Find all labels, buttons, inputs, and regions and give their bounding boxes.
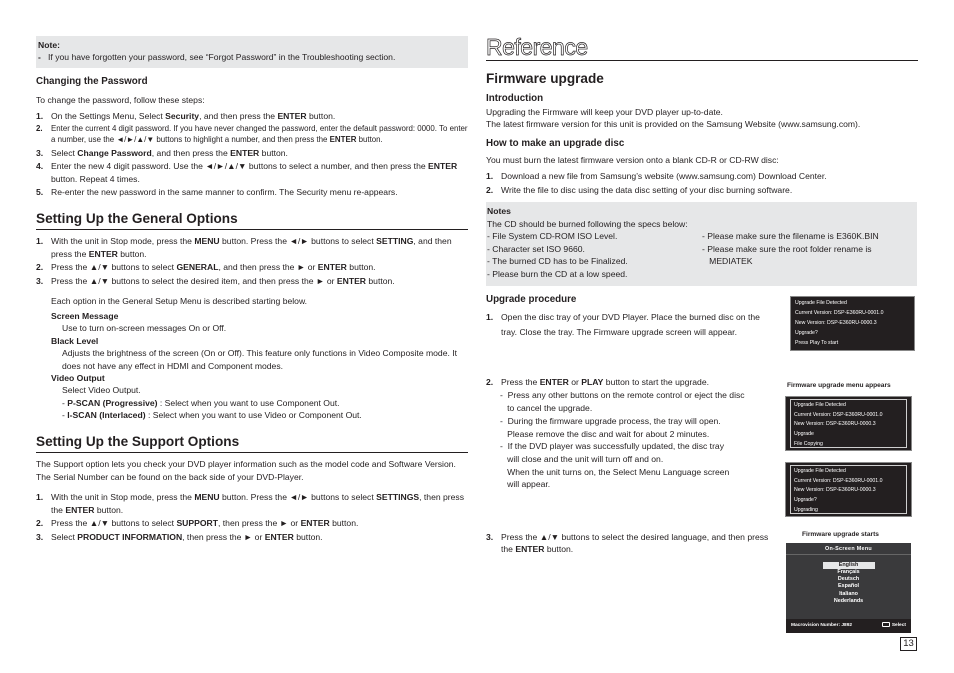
macrovision-number: Macrovision Number: J892 [791,622,853,628]
list-item: 3. Select Change Password, and then press the ENTER button. [36,147,288,158]
general-options-heading: Setting Up the General Options [36,209,468,231]
list-item: 1. On the Settings Menu, Select Security, and then press the ENTER button. [36,110,336,121]
list-item: 5. Re-enter the new password in the same manner to confirm. The Security menu re-appears. [36,187,398,198]
list-item: 2. Enter the current 4 digit password. If you have never changed the password, enter the default password: 0000. To enter a number, use the ◄/►/▲/▼ buttons to highlight a number, and then press the ENTER button. [36,124,468,145]
pscan-option: - P-SCAN (Progressive) : Select when you want to use Component Out. [62,397,340,408]
enter-key-icon [882,622,890,627]
upgrade-screen-upgrading [785,462,912,517]
list-item: - Please make sure the filename is E360K.BIN [702,231,879,242]
list-item: - Please make sure the root folder rename is [702,243,872,254]
note-text-line: - If you have forgotten your password, see “Forgot Password” in the Troubleshooting section. [38,52,396,63]
list-item: will appear. [500,479,551,490]
list-item: 2. Press the ENTER or PLAY button to start the upgrade. [486,377,709,387]
upgrade-procedure-step2 [486,376,776,491]
list-item: MEDIATEK [702,256,753,267]
list-item: - File System CD-ROM ISO Level. [487,231,618,242]
page-title: Reference [486,36,918,61]
video-output-text: Select Video Output. [62,385,141,396]
iscan-option: - I-SCAN (Interlaced) : Select when you want to use Video or Component Out. [62,410,362,421]
list-item: - Please burn the CD at a low speed. [487,268,628,279]
screen-line: Upgrade? [794,496,817,503]
screen-line: New Version: DSP-E360RU-0000.3 [794,421,876,428]
list-item: 1. Download a new file from Samsung’s website (www.samsung.com) Download Center. [486,171,827,182]
list-item: 2. Write the file to disc using the data disc setting of your disc burning software. [486,184,793,195]
upgrade-disc-text: You must burn the latest firmware version onto a blank CD-R or CD-RW disc: [486,155,779,166]
language-option[interactable]: Deutsch [837,576,860,583]
general-options-steps [36,235,468,287]
language-list [786,562,911,605]
language-option[interactable]: Français [837,569,860,576]
changing-password-intro: To change the password, follow these steps: [36,95,205,106]
notes-grid [487,230,915,280]
list-item: Please remove the disc and wait for about 2 minutes. [500,428,710,439]
screen-line: New Version: DSP-E360RU-0000.3 [794,487,876,494]
screen-line: Upgrade File Detected [794,468,846,474]
password-note-box [36,36,468,68]
list-item: - Character set ISO 9660. [487,243,585,254]
osd-title: On-Screen Menu [786,543,911,555]
screen-line: Upgrade File Detected [794,402,846,408]
page-number: 13 [900,637,917,651]
list-item: - During the firmware upgrade process, the tray will open. [500,415,721,426]
osd-select-hint: Select [882,622,906,630]
note-title: Note: [38,40,60,50]
language-option[interactable]: Italiano [839,590,858,597]
general-options-description: Each option in the General Setup Menu is described starting below. [51,296,308,307]
notes-title: Notes [487,206,511,217]
screen-line: New Version: DSP-E360RU-0000.3 [795,319,877,326]
screen-line: Upgrade [794,430,814,437]
list-item: will close and the unit will turn off and on. [500,454,664,465]
list-item: - If the DVD player was successfully updated, the disc tray [500,441,725,452]
language-option-selected[interactable]: English [786,562,911,569]
support-options-heading: Setting Up the Support Options [36,432,468,454]
screen-line: Current Version: DSP-E360RU-0001.0 [794,477,883,484]
screen-line: Current Version: DSP-E360RU-0001.0 [795,309,884,316]
screen-line: File Copying [794,440,823,447]
burn-notes-box [486,202,917,286]
notes-left-list [487,230,702,280]
list-item: When the unit turns on, the Select Menu Language screen [500,466,730,477]
left-column [36,36,468,544]
notes-right-list [702,230,915,280]
screen-line: Upgrading [794,506,818,513]
list-item: 3. Press the ▲/▼ buttons to select the desired language, and then press the ENTER button. [486,532,769,555]
changing-password-steps [36,110,468,199]
changing-password-heading: Changing the Password [36,75,148,87]
video-output-title: Video Output [51,372,105,383]
introduction-heading: Introduction [486,92,544,104]
support-options-intro: The Support option lets you check your DVD player information such as the model code and Software Version. The Serial Number can be found on the back side of your DVD-Player. [36,459,456,482]
black-level-title: Black Level [51,335,99,346]
list-item: 3. Select PRODUCT INFORMATION, then press the ► or ENTER button. [36,531,323,542]
list-item: 1. With the unit in Stop mode, press the MENU button. Press the ◄/► buttons to select SETTINGS, then press the ENTER button. [36,492,465,515]
notes-intro: The CD should be burned following the specs below: [487,218,688,229]
upgrade-disc-heading: How to make an upgrade disc [486,137,625,149]
list-item: 2. Press the ▲/▼ buttons to select SUPPORT, then press the ► or ENTER button. [36,518,359,529]
list-item: 4. Enter the new 4 digit password. Use the ◄/►/▲/▼ buttons to select a number, and then press the ENTER button. Repeat 4 times. [36,161,458,184]
black-level-text: Adjusts the brightness of the screen (On or Off). This feature only functions in Video Composite mode. It does not have any effect in HDMI and Component modes. [62,348,458,371]
upgrade-disc-steps [486,170,918,196]
list-item: to cancel the upgrade. [500,403,593,414]
osd-footer [786,619,911,633]
screen-line: Press Play To start [795,339,839,346]
upgrade-procedure-step3 [486,531,776,557]
upgrade-step2-sublist [486,389,776,491]
screen-line: Current Version: DSP-E360RU-0001.0 [794,411,883,418]
screen-message-title: Screen Message [51,310,119,321]
list-item: - The burned CD has to be Finalized. [487,256,628,267]
upgrade-procedure-heading: Upgrade procedure [486,294,577,306]
list-item: 1. Open the disc tray of your DVD Player. Place the burned disc on the tray. Close the tray. The Firmware upgrade screen will appear. [486,312,760,338]
upgrade-screen-copying [785,396,912,451]
list-item: 2. Press the ▲/▼ buttons to select GENERAL, and then press the ► or ENTER button. [36,262,376,273]
list-item: 3. Press the ▲/▼ buttons to select the desired item, and then press the ► or ENTER button. [36,275,395,286]
caption-menu-appears: Firmware upgrade menu appears [787,382,891,389]
upgrade-procedure-step1 [486,310,770,340]
list-item: 1. With the unit in Stop mode, press the MENU button. Press the ◄/► buttons to select SETTING, and then press the ENTER button. [36,236,452,259]
firmware-upgrade-heading: Firmware upgrade [486,71,604,86]
introduction-line-1: Upgrading the Firmware will keep your DVD player up-to-date. [486,106,723,117]
on-screen-menu-language [786,543,911,633]
introduction-line-2: The latest firmware version for this unit is provided on the Samsung Website (www.samsung.com). [486,119,861,130]
screen-line: Upgrade? [795,329,818,336]
screen-line: Upgrade File Detected [795,300,847,306]
language-option[interactable]: Español [838,583,859,590]
upgrade-screen-detected [790,296,915,351]
support-options-steps [36,491,468,543]
list-item: - Press any other buttons on the remote control or eject the disc [500,390,745,401]
language-option[interactable]: Nederlands [833,597,864,604]
caption-upgrade-starts: Firmware upgrade starts [802,531,879,538]
screen-message-text: Use to turn on-screen messages On or Off. [62,323,227,334]
